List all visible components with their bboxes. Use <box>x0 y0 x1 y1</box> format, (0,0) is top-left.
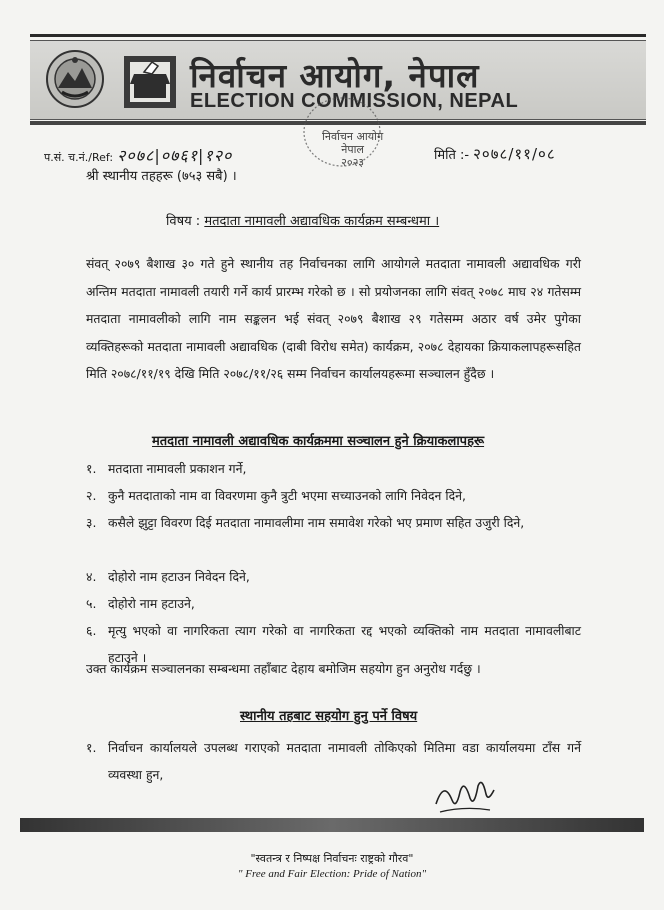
body-paragraph: संवत् २०७९ बैशाख ३० गते हुने स्थानीय तह निर्वाचनका लागि आयोगले मतदाता नामावली अद्यावधिक गरी अन्तिम मतदाता नामावली तयारी गर्ने कार्य प्रारम्भ गरेको छ । सो प्रयोजनका लागि संवत् २०७८ माघ २४ गतेसम्म मतदाता नामावलीको लागि नाम सङ्कलन भई संवत् २०७९ बैशाख २९ गतेसम्म अठार वर्ष उमेर पुगेका व्यक्तिहरूको मतदाता नामावली अद्यावधिक (दाबी विरोध समेत) कार्यक्रम, २०७८ देहायका क्रियाकलापहरूसहित मिति २०७८/११/१९ देखि मिति २०७८/११/२६ सम्म निर्वाचन कार्यालयहरूमा सञ्चालन हुँदैछ । <box>86 256 581 381</box>
reference-number: प.सं. च.नं./Ref: २०७८|०७६१|१२० <box>44 146 233 165</box>
list-item: ४. दोहोरो नाम हटाउन निवेदन दिने, <box>86 569 250 584</box>
subject-line: विषय : मतदाता नामावली अद्यावधिक कार्यक्रम सम्बन्धमा । <box>166 214 440 229</box>
letter-date: मिति :- २०७८/११/०८ <box>434 145 556 163</box>
footer-motto-english: " Free and Fair Election: Pride of Nation" <box>237 868 427 880</box>
list-item: ६. मृत्यु भएको वा नागरिकता त्याग गरेको वा नागरिकता रद्द भएको व्यक्तिको नाम मतदाता नामावलीबाट हटाउने । <box>86 623 581 665</box>
list-item: ५. दोहोरो नाम हटाउने, <box>86 596 195 611</box>
organization-name-english: ELECTION COMMISSION, NEPAL <box>190 90 519 112</box>
list-item: ३. कसैले झुट्टा विवरण दिई मतदाता नामावलीमा नाम समावेश गरेको भए प्रमाण सहित उजुरी दिने, <box>86 515 525 530</box>
activities-heading: मतदाता नामावली अद्यावधिक कार्यक्रममा सञ्चालन हुने क्रियाकलापहरू <box>152 434 485 449</box>
support-heading: स्थानीय तहबाट सहयोग हुनु पर्ने विषय <box>240 709 418 724</box>
addressee: श्री स्थानीय तहहरू (७५३ सबै) । <box>86 169 237 184</box>
footer-motto-nepali: "स्वतन्त्र र निष्पक्ष निर्वाचनः राष्ट्रको गौरव" <box>250 852 414 865</box>
header-top-rule <box>30 34 646 37</box>
ballot-box-logo-icon <box>122 54 178 110</box>
list-item: २. कुनै मतदाताको नाम वा विवरणमा कुनै त्रुटी भएमा सच्याउनको लागि निवेदन दिने, <box>86 488 466 503</box>
closing-request: उक्त कार्यक्रम सञ्चालनका सम्बन्धमा तहाँबाट देहाय बमोजिम सहयोग हुन अनुरोध गर्दछु । <box>86 661 481 676</box>
organization-name-nepali: निर्वाचन आयोग, नेपाल <box>190 56 480 95</box>
footer-rule <box>20 818 644 832</box>
signature-icon <box>430 770 500 820</box>
nepal-emblem-icon <box>44 48 106 110</box>
stamp-text: निर्वाचन आयोग नेपाल २०२३ <box>322 130 384 169</box>
list-item: १. निर्वाचन कार्यालयले उपलब्ध गराएको मतदाता नामावली तोकिएको मितिमा वडा कार्यालयमा टाँस गर्ने व्यवस्था हुन, <box>86 740 581 782</box>
list-item: १. मतदाता नामावली प्रकाशन गर्ने, <box>86 461 247 476</box>
